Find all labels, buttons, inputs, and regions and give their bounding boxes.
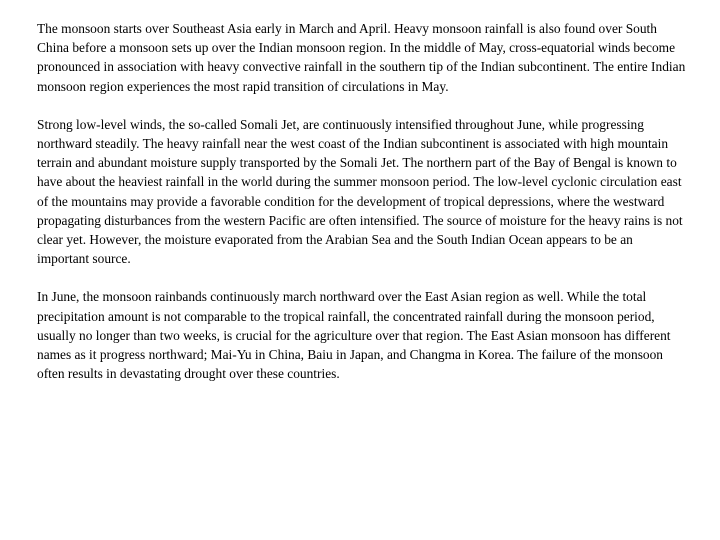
document-body bbox=[37, 19, 687, 402]
paragraph-monsoon-onset: The monsoon starts over Southeast Asia early in March and April. Heavy monsoon rainfall is also found over South China before a monsoon sets up over the Indian monsoon region. In the middle of May, cross-equatorial winds become pronounced in association with heavy convective rainfall in the southern tip of the Indian subcontinent. The entire Indian monsoon region experiences the most rapid transition of circulations in May. bbox=[37, 21, 686, 94]
paragraph-east-asian-monsoon: In June, the monsoon rainbands continuously march northward over the East Asian region as well. While the total precipitation amount is not comparable to the tropical rainfall, the concentrated rainfall during the monsoon period, usually no longer than two weeks, is crucial for the agriculture over that region. The East Asian monsoon has different names as it progress northward; Mai-Yu in China, Baiu in Japan, and Changma in Korea. The failure of the monsoon often results in devastating drought over these countries. bbox=[37, 289, 671, 382]
paragraph-somali-jet: Strong low-level winds, the so-called Somali Jet, are continuously intensified throughout June, while progressing northward steadily. The heavy rainfall near the west coast of the Indian subcontinent is associated with high mountain terrain and abundant moisture supply transported by the Somali Jet. The northern part of the Bay of Bengal is known to have about the heaviest rainfall in the world during the summer monsoon period. The low-level cyclonic circulation east of the mountains may provide a favorable condition for the development of tropical depressions, where the westward propagating disturbances from the western Pacific are often intensified. The source of moisture for the heavy rains is not clear yet. However, the moisture evaporated from the Arabian Sea and the South Indian Ocean appears to be an important source. bbox=[37, 116, 683, 267]
